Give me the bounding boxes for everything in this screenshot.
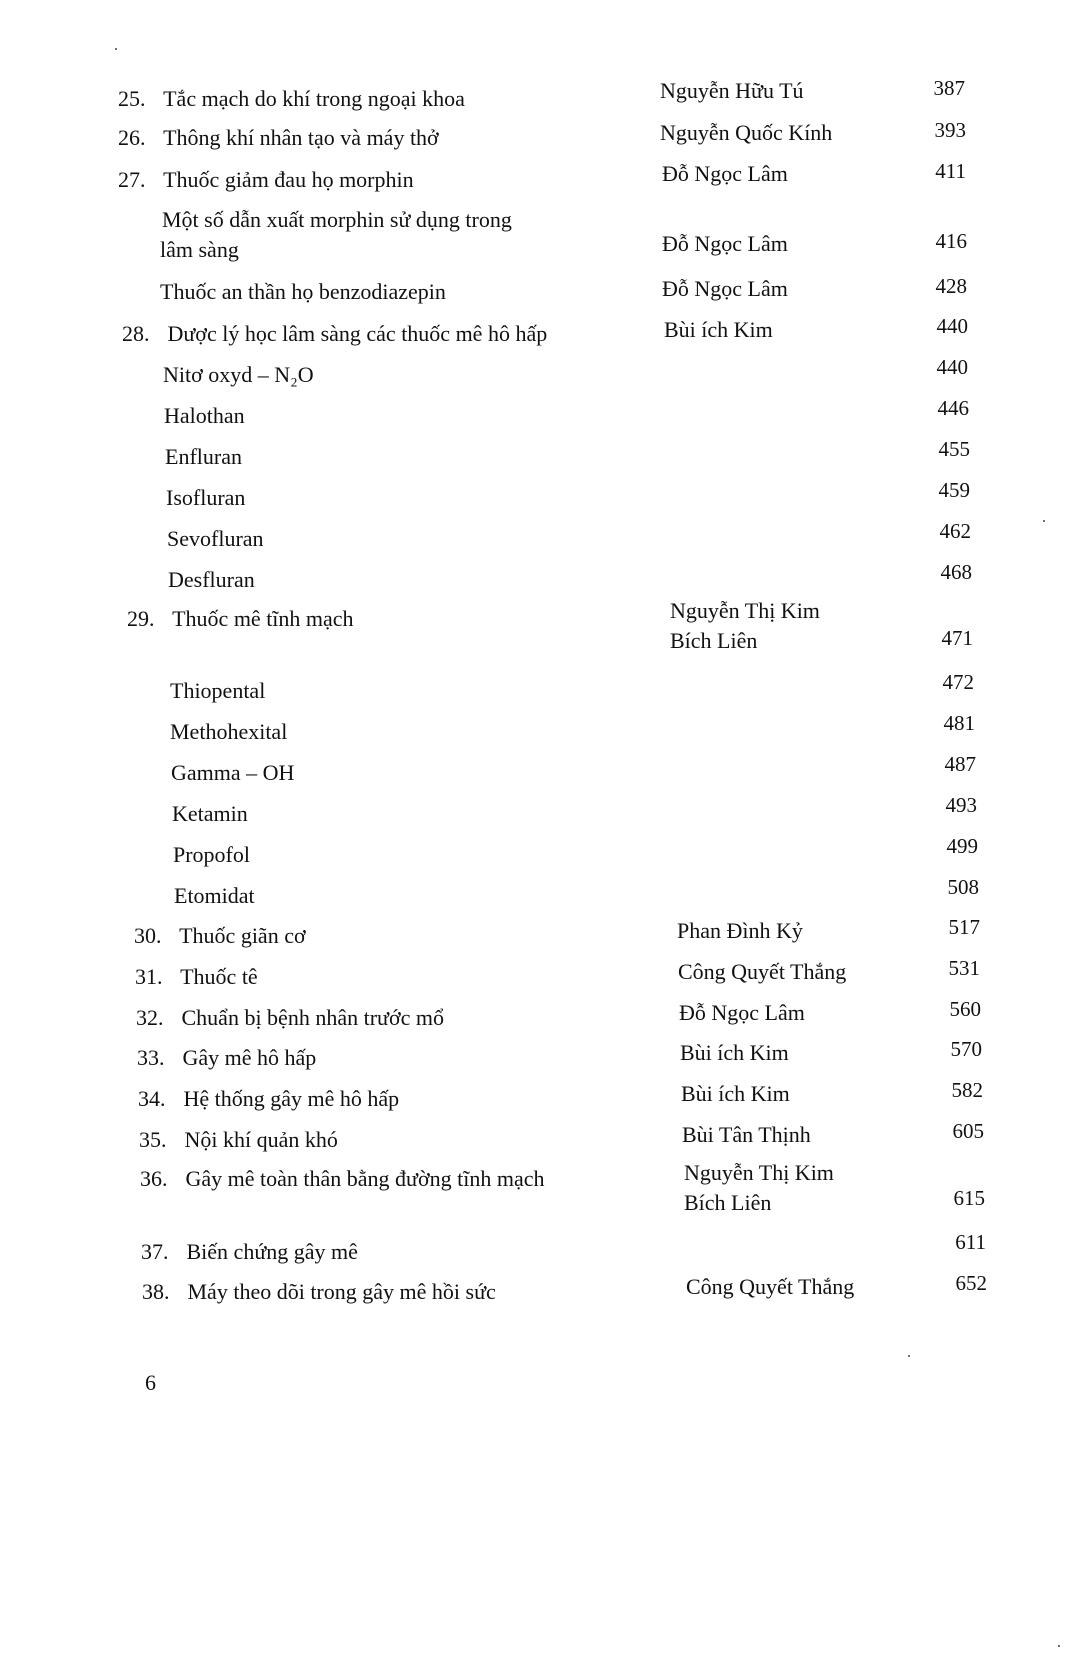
entry-number: 29. [127,606,155,631]
entry-title: 26. Thông khí nhân tạo và máy thở [118,123,439,153]
entry-page: 471 [941,626,973,650]
entry-author: Bùi ích Kim [681,1081,790,1106]
scan-speck [908,1355,910,1357]
entry-page: 560 [949,997,981,1021]
toc-entry-25 [0,76,1081,120]
entry-page: 605 [952,1119,984,1143]
entry-number: 33. [137,1045,165,1070]
entry-page: 615 [953,1186,985,1210]
entry-number: 30. [134,923,162,948]
entry-title: Thiopental [170,678,266,703]
entry-title: Desfluran [168,567,255,592]
entry-author: Công Quyết Thắng [678,959,847,984]
entry-title: 31. Thuốc tê [135,962,258,992]
entry-page: 652 [955,1271,987,1295]
entry-number: 37. [141,1239,169,1264]
toc-entry-38 [0,1271,1081,1317]
entry-title: 34. Hệ thống gây mê hô hấp [138,1084,399,1114]
entry-author-line2: Bích Liên [670,628,758,653]
entry-title: 33. Gây mê hô hấp [137,1043,316,1073]
entry-title: 32. Chuẩn bị bệnh nhân trước mổ [136,1003,444,1033]
entry-title: Ketamin [172,801,248,826]
entry-author: Bùi ích Kim [664,317,773,342]
entry-page: 387 [933,76,965,100]
toc-entry-26 [0,118,1081,162]
entry-title-line2: lâm sàng [160,237,239,262]
entry-title-line1: Một số dẫn xuất morphin sử dụng trong [162,207,512,232]
entry-page: 508 [947,875,979,899]
entry-page: 468 [940,560,972,584]
entry-author: Bùi Tân Thịnh [682,1122,811,1147]
entry-page: 411 [935,159,966,183]
entry-page: 493 [945,793,977,817]
scan-speck [115,48,117,50]
entry-author: Đỗ Ngọc Lâm [679,1000,805,1025]
entry-author: Công Quyết Thắng [686,1274,855,1299]
entry-number: 31. [135,964,163,989]
entry-title: Thuốc an thần họ benzodiazepin [160,279,446,304]
scan-speck [1043,520,1045,522]
scan-speck [1058,1645,1060,1647]
entry-title: Sevofluran [167,526,264,551]
entry-author: Bùi ích Kim [680,1040,789,1065]
entry-page: 481 [943,711,975,735]
toc-entry-benzodiazepin [0,274,1081,317]
toc-entry-morphin-derivatives [0,205,1081,269]
entry-number: 25. [118,86,146,111]
entry-author: Đỗ Ngọc Lâm [662,231,788,256]
entry-page: 472 [942,670,974,694]
entry-author-line1: Nguyễn Thị Kim [670,598,820,623]
entry-title: 30. Thuốc giãn cơ [134,921,306,951]
entry-title: Methohexital [170,719,288,744]
entry-title: 37. Biến chứng gây mê [141,1237,358,1267]
entry-page: 570 [950,1037,982,1061]
entry-number: 26. [118,125,146,150]
entry-page: 462 [939,519,971,543]
entry-author: Nguyễn Quốc Kính [660,120,833,145]
entry-title: 38. Máy theo dõi trong gây mê hồi sức [142,1277,496,1307]
entry-page: 440 [936,314,968,338]
toc-subentry-desfluran [0,560,1081,605]
entry-page: 393 [934,118,966,142]
entry-title: Gamma – OH [171,760,295,785]
entry-page: 455 [938,437,970,461]
entry-title: Etomidat [174,883,255,908]
entry-page: 611 [955,1230,986,1254]
entry-title: Nitơ oxyd – N₂O [163,362,314,387]
entry-number: 36. [140,1166,168,1191]
toc-entry-27 [0,159,1081,203]
entry-number: 38. [142,1279,170,1304]
entry-title: 25. Tắc mạch do khí trong ngoại khoa [118,84,465,114]
entry-page: 428 [935,274,967,298]
entry-author: Đỗ Ngọc Lâm [662,161,788,186]
entry-author-line1: Nguyễn Thị Kim [684,1160,834,1185]
entry-number: 28. [122,321,150,346]
entry-title: Halothan [164,403,245,428]
entry-page: 416 [935,229,967,253]
toc-entry-29 [0,598,1081,670]
entry-page: 446 [937,396,969,420]
entry-title: 28. Dược lý học lâm sàng các thuốc mê hô hấp [122,319,547,349]
entry-number: 35. [139,1127,167,1152]
entry-title: 29. Thuốc mê tĩnh mạch [127,604,354,634]
entry-author-line2: Bích Liên [684,1190,772,1215]
page-number: 6 [145,1370,156,1395]
entry-number: 32. [136,1005,164,1030]
entry-author: Đỗ Ngọc Lâm [662,276,788,301]
entry-page: 517 [948,915,980,939]
entry-title: Isofluran [166,485,246,510]
entry-page: 531 [948,956,980,980]
toc-entry-36 [0,1160,1081,1230]
entry-title: 27. Thuốc giảm đau họ morphin [118,165,414,195]
entry-title: 36. Gây mê toàn thân bằng đường tĩnh mạch [140,1164,544,1194]
entry-author: Phan Đình Kỷ [677,918,803,943]
entry-title: 35. Nội khí quản khó [139,1125,338,1155]
entry-page: 440 [936,355,968,379]
entry-title: Propofol [173,842,250,867]
entry-number: 34. [138,1086,166,1111]
entry-number: 27. [118,167,146,192]
entry-title: Enfluran [165,444,242,469]
entry-author: Nguyễn Hữu Tú [660,78,804,103]
entry-page: 459 [938,478,970,502]
entry-page: 487 [944,752,976,776]
entry-page: 499 [946,834,978,858]
entry-page: 582 [951,1078,983,1102]
